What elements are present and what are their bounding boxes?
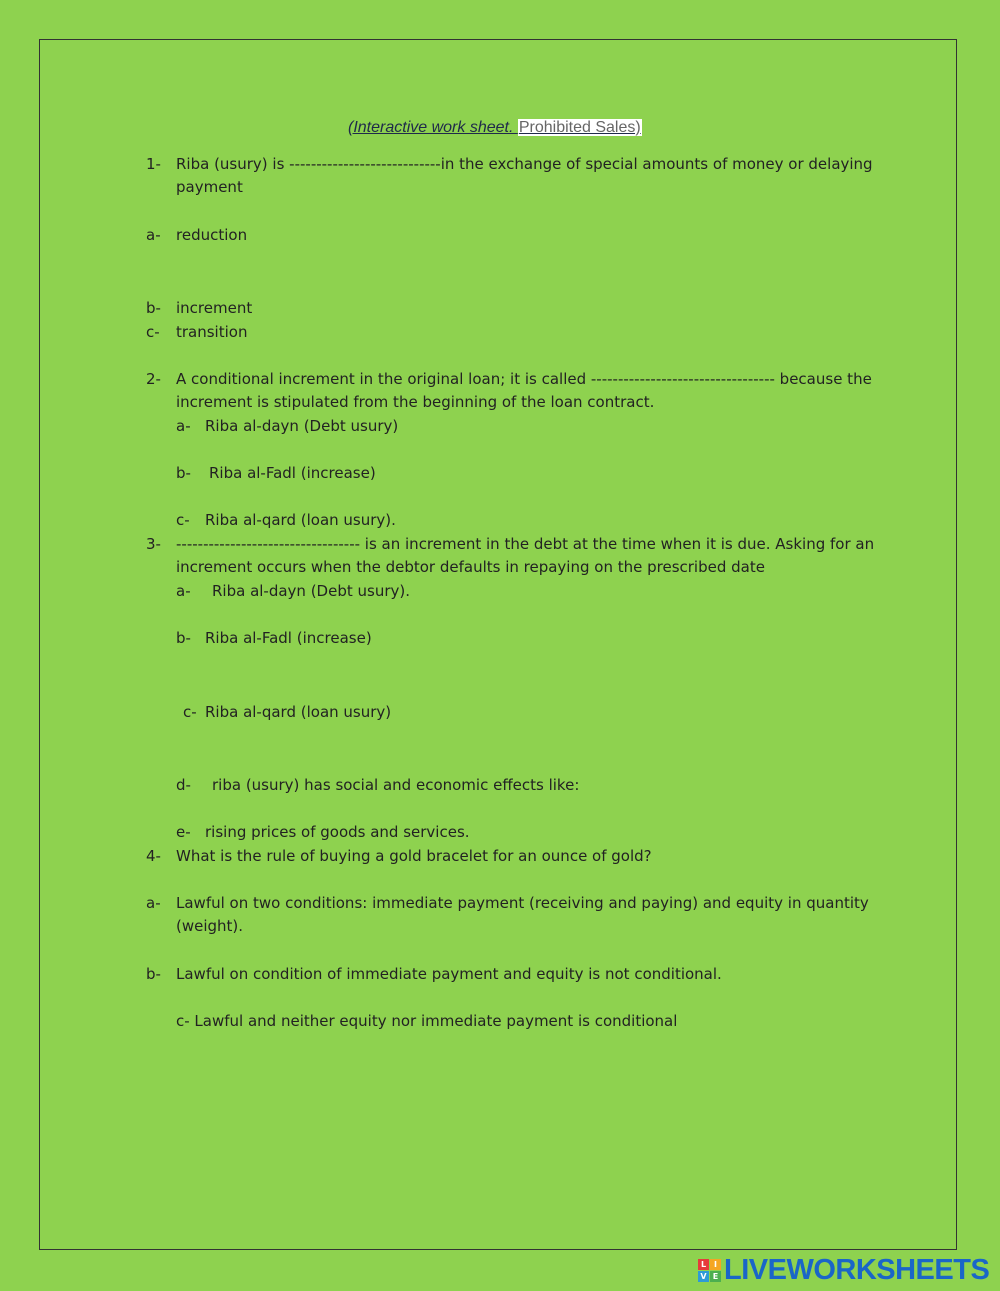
q4-option-c[interactable]: c- Lawful and neither equity nor immediate payment is conditional [176, 1012, 678, 1030]
q2-option-c[interactable]: Riba al-qard (loan usury). [205, 511, 396, 529]
q2-option-b-label: b- [176, 464, 191, 482]
q4-option-a-line1[interactable]: Lawful on two conditions: immediate payment (receiving and paying) and equity in quantity [176, 894, 869, 912]
q1-option-c-label: c- [146, 323, 160, 341]
q3-text-line1: ---------------------------------- is an increment in the debt at the time when it is due. Asking for an [176, 535, 875, 553]
q2-number: 2- [146, 370, 161, 388]
title-main: (Interactive work sheet. [348, 119, 518, 136]
q4-option-b[interactable]: Lawful on condition of immediate payment and equity is not conditional. [176, 965, 722, 983]
q2-option-b[interactable]: Riba al-Fadl (increase) [209, 464, 376, 482]
q1-number: 1- [146, 155, 161, 173]
q2-option-c-label: c- [176, 511, 190, 529]
q1-text-line2: payment [176, 178, 243, 196]
q1-option-a[interactable]: reduction [176, 226, 248, 244]
logo-letter-l: L [698, 1259, 709, 1270]
q4-option-b-label: b- [146, 965, 161, 983]
q1-option-c[interactable]: transition [176, 323, 248, 341]
logo-letter-e: E [710, 1271, 721, 1282]
q3-option-d[interactable]: riba (usury) has social and economic effects like: [212, 776, 580, 794]
q3-option-c[interactable]: Riba al-qard (loan usury) [205, 703, 392, 721]
q4-number: 4- [146, 847, 161, 865]
q2-option-a-label: a- [176, 417, 191, 435]
q3-option-c-label: c- [183, 703, 197, 721]
logo-letter-v: V [698, 1271, 709, 1282]
q3-option-a[interactable]: Riba al-dayn (Debt usury). [212, 582, 411, 600]
q3-option-d-label: d- [176, 776, 191, 794]
brand-name: LIVEWORKSHEETS [724, 1254, 990, 1286]
q4-option-a-line2[interactable]: (weight). [176, 917, 244, 935]
q3-option-e[interactable]: rising prices of goods and services. [205, 823, 470, 841]
q2-text-line1: A conditional increment in the original loan; it is called ---------------------------------- because the [176, 370, 872, 388]
q3-option-e-label: e- [176, 823, 191, 841]
worksheet-title [348, 119, 642, 137]
q2-text-line2: increment is stipulated from the beginning of the loan contract. [176, 393, 655, 411]
q2-option-a[interactable]: Riba al-dayn (Debt usury) [205, 417, 399, 435]
q4-text: What is the rule of buying a gold bracelet for an ounce of gold? [176, 847, 652, 865]
logo-letter-i: I [710, 1259, 721, 1270]
q1-option-a-label: a- [146, 226, 161, 244]
q4-option-a-label: a- [146, 894, 161, 912]
q1-option-b-label: b- [146, 299, 161, 317]
liveworksheets-logo-icon [698, 1259, 721, 1282]
title-sub: Prohibited Sales) [518, 119, 641, 136]
q3-text-line2: increment occurs when the debtor defaults in repaying on the prescribed date [176, 558, 765, 576]
q1-text-line1: Riba (usury) is ----------------------------in the exchange of special amounts of money or delaying [176, 155, 873, 173]
q1-option-b[interactable]: increment [176, 299, 253, 317]
q3-option-b-label: b- [176, 629, 191, 647]
q3-option-b[interactable]: Riba al-Fadl (increase) [205, 629, 372, 647]
liveworksheets-brand[interactable] [698, 1255, 989, 1285]
q3-number: 3- [146, 535, 161, 553]
q3-option-a-label: a- [176, 582, 191, 600]
